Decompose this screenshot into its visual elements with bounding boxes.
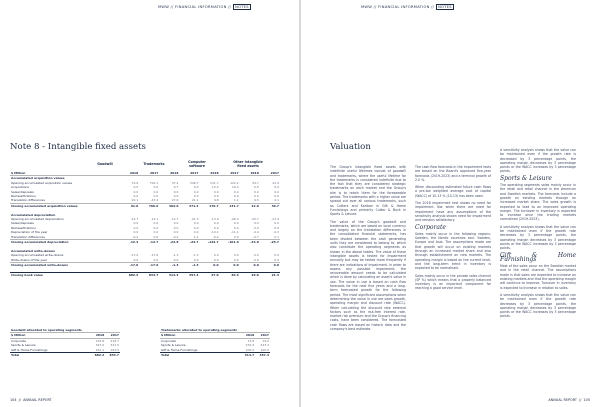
- cell-value: 702.1: [149, 180, 159, 185]
- cell-value: 1.1: [179, 235, 199, 240]
- row-label: Opening accumulated acquisition values: [11, 180, 73, 185]
- header-year: 2017: [139, 171, 159, 176]
- cell-value: 19.4: [232, 185, 239, 190]
- cell-value: 0.0: [213, 221, 219, 226]
- cell-value: 0.0: [254, 189, 259, 194]
- cell-value: 0.0: [173, 230, 179, 235]
- row-label: Opening accumulated depreciation: [11, 217, 64, 222]
- intangible-assets-table: [10, 171, 280, 277]
- cell-value: 21.3: [260, 272, 280, 277]
- cell-value: 0.0: [153, 185, 159, 190]
- cell-value: 14.0: [262, 338, 269, 343]
- cell-value: 0.0: [254, 225, 259, 230]
- cell-value: 0.0: [233, 263, 239, 268]
- row-label: Translation differences: [10, 235, 119, 240]
- cell-value: 0.0: [179, 258, 199, 263]
- left-page: [0, 0, 299, 407]
- cell-value: 0.0: [173, 221, 179, 226]
- row-label: Corporate: [161, 338, 176, 343]
- cell-value: 0.0: [254, 185, 259, 190]
- cell-value: 0.0: [173, 225, 179, 230]
- cell-value: -1.3: [172, 253, 179, 258]
- row-label: Translation differences: [10, 198, 119, 203]
- cell-value: -17.0: [130, 253, 139, 258]
- cell-value: 0.0: [193, 185, 199, 190]
- header-year: 2017: [105, 333, 120, 338]
- header-year: 2017: [179, 171, 199, 176]
- cell-value: 21.1: [179, 198, 199, 203]
- paragraph: A sensitivity analysis shows that the value can be maintained even if the growth rate is decreased by 3 percentage points, the operating margin decreases by 3 percentage points or the WACC increases by 3 percentage points.: [500, 148, 576, 174]
- cell-value: 314.7: [240, 353, 255, 358]
- cell-value: 0.1: [260, 235, 280, 240]
- row-label: Write-downs of the year: [10, 258, 119, 263]
- group-other: Other intangible fixed assets: [233, 160, 263, 168]
- valuation-title: Valuation: [330, 142, 371, 152]
- cell-value: 0.0: [133, 189, 139, 194]
- cell-value: 20.1: [119, 198, 139, 203]
- cell-value: 30.3: [220, 272, 240, 277]
- cell-value: 0.0: [153, 221, 159, 226]
- cell-value: 13.8: [247, 338, 255, 343]
- cell-value: 0.0: [274, 189, 279, 194]
- cell-value: 243.3: [260, 343, 269, 348]
- cell-value: 0.0: [274, 221, 279, 226]
- cell-value: 0.0: [133, 221, 139, 226]
- cell-value: -25.7: [270, 240, 279, 245]
- cell-value: -24.0: [250, 240, 259, 245]
- cell-value: 4.1: [260, 198, 280, 203]
- cell-value: 0.0: [139, 258, 159, 263]
- row-label: Depreciation of the year: [11, 230, 48, 235]
- row-label: Total: [10, 353, 90, 358]
- cell-value: 270.9: [245, 343, 255, 348]
- row-label: Closing accumulated depreciation: [11, 240, 69, 245]
- header-label: $ Million: [10, 333, 90, 338]
- cell-value: 706.6: [148, 203, 159, 208]
- cell-value: -21.4: [271, 217, 279, 222]
- cell-value: -11.1: [230, 230, 239, 235]
- cell-value: 12.2: [211, 185, 219, 190]
- cell-value: 0.4: [233, 189, 239, 194]
- cell-value: 0.0: [153, 230, 159, 235]
- header-year: 2018: [119, 171, 139, 176]
- paragraph: Most of the sales occur on the Swedish market and in the retail channel. The assumptions made is that sales are expected to increase on existing markets and that the operating margin will continue to improve. Turnover in inventory is expected to increase in relation to sales.: [500, 264, 576, 290]
- row-label: Total: [160, 353, 240, 358]
- header-year: 2018: [240, 171, 260, 176]
- cell-value: -4.4: [252, 230, 259, 235]
- cell-value: 0.0: [254, 253, 259, 258]
- cell-value: 27.0: [200, 272, 220, 277]
- cell-value: 37.4: [171, 180, 179, 185]
- cell-value: 100.0: [245, 347, 255, 352]
- footer-right: ANNUAL REPORT // 105: [548, 398, 590, 402]
- cell-value: -17.0: [129, 263, 139, 268]
- trademarks-allocation-table: [160, 328, 270, 357]
- cell-value: -0.2: [159, 235, 179, 240]
- paragraph: A sensitivity analysis shows that the value can be maintained even if the growth rate decreases by 3 percentage points, the operating margin decreases by 3 percentage points or the WACC increases by 3 percentage points.: [500, 292, 576, 319]
- cell-value: -0.7: [240, 235, 260, 240]
- note-title: Note 8 - Intangible fixed assets: [10, 142, 146, 152]
- cell-value: 357.4: [179, 272, 199, 277]
- cell-value: 70.6: [131, 180, 139, 185]
- heading-gift: Gift & Home Furnishings: [500, 251, 576, 263]
- cell-value: -10.1: [210, 230, 219, 235]
- footer-left-label: ANNUAL REPORT: [23, 398, 52, 402]
- cell-value: 0.0: [240, 258, 260, 263]
- cell-value: 0.0: [213, 263, 219, 268]
- cell-value: 0.0: [213, 194, 219, 199]
- cell-value: 170.7: [209, 203, 219, 208]
- cell-value: -25.7: [251, 217, 259, 222]
- cell-value: 0.0: [133, 194, 139, 199]
- row-label: Sales/disposals: [11, 221, 34, 226]
- paragraph: Sales mainly occur in the private sales channel (SP %) which means that a properly balanced inventory is an important component for reaching a good service level.: [415, 273, 491, 291]
- cell-value: 0.0: [274, 225, 279, 230]
- cell-value: 0.0: [153, 225, 159, 230]
- cell-value: -17.6: [150, 253, 159, 258]
- table-row: [10, 272, 280, 277]
- cell-value: 0.0: [193, 221, 199, 226]
- row-label: Accumulated acquisition values: [11, 176, 65, 181]
- cell-value: 0.0: [274, 253, 279, 258]
- cell-value: -22.7: [189, 240, 199, 245]
- header-nav: MWW // FINANCIAL INFORMATION //: [158, 5, 232, 9]
- header-label: $ Million: [10, 171, 119, 176]
- cell-value: -12.7: [130, 217, 139, 222]
- cell-value: 0.0: [193, 189, 199, 194]
- cell-value: 0.0: [220, 258, 240, 263]
- row-label: Closing book value: [10, 272, 119, 277]
- cell-value: 0.9: [220, 235, 240, 240]
- cell-value: 0.0: [119, 258, 139, 263]
- row-label: Corporate: [11, 338, 26, 343]
- cell-value: 0.0: [133, 185, 139, 190]
- cell-value: 131.7: [210, 180, 219, 185]
- cell-value: 163.9: [110, 347, 119, 352]
- cell-value: 347.0: [95, 343, 105, 348]
- row-label: Sports & Leisure: [161, 343, 186, 348]
- cell-value: -101.9: [227, 240, 239, 245]
- cell-value: 29.6: [240, 272, 260, 277]
- header-nav: MWW // FINANCIAL INFORMATION //: [361, 5, 435, 9]
- row-label: Opening accumulated write-downs: [11, 253, 64, 258]
- page-number-right: 105: [583, 398, 590, 402]
- cell-value: -1.3: [191, 263, 199, 268]
- text-column-2: [415, 165, 491, 294]
- paragraph: The operating segments sales mainly occur in the retail and retail channel in the American and Swedish markets. The forecasts include a growth on existing markets through an increased market share. The sales growth is expected to lead to an improved operating margin. The turnover in inventory is expected to increase once the trading markets normalised (2019-2023).: [500, 183, 576, 222]
- row-label: Acquisitions: [11, 185, 29, 190]
- cell-value: -22.8: [169, 240, 179, 245]
- heading-sports: Sports & Leisure: [500, 174, 552, 182]
- cell-value: -12.7: [170, 217, 179, 222]
- cell-value: 41.9: [272, 180, 279, 185]
- row-label: Sales/disposals: [11, 189, 34, 194]
- cell-value: 341.5: [110, 343, 119, 348]
- paragraph: Sales mainly occur in the following regions: Sweden, the Nordic countries excl. Sweden, Europe and Asia. The assumptions made are that growth will occur on existing markets through an increased market share and also through establishment on new markets. The operating margin is based on the current level, and the long-term trend in inventory is expected to be normalised.: [415, 231, 491, 271]
- cell-value: 314.4: [159, 272, 179, 277]
- group-trademarks: Trademarks: [143, 162, 165, 166]
- table-title: Trademarks allocated to operating segments: [160, 328, 270, 333]
- paragraph: The Group's intangible fixed assets with indefinite useful lifetimes consist of goodwill and trademarks, where the useful lifetime for the trademarks is considered indefinite due to the fact that they are considered strategic trademarks on each market and the Group's aim is to retain them for the foreseeable period. The trademarks with a higher value are spread out over all various trademarks, such as Cutters and Kariban in Gift & Home Furnishings and primarily Cutter & Buck in Sports & Leisure.: [330, 165, 406, 217]
- cell-value: 34.7: [252, 180, 259, 185]
- cell-value: -12.7: [149, 240, 159, 245]
- cell-value: -4.3: [273, 230, 279, 235]
- cell-value: -12.4: [129, 240, 139, 245]
- paragraph: The value of the Group's goodwill and trademarks, which are based on local currency and largely on the translation differences in the consolidated financial statements, has been divided between the cash generating units they are considered to belong to, which also constitute the operating segments as shown in the above tables. The value of these intangible assets is tested for impairment annually but may be tested more frequently if there are indications of impairment. In order to assess any possible impairment, the recoverable amount needs to be calculated which is done by calculating an asset's value in use. The value in use is based on cash flow forecasts for the next five years and a long-term forecasted growth for the following period. The most significant assumptions when determining the value in use are sales growth, operating margin and discount rate (WACC). When calculating the discount rate external factors such as the risk-free interest rate, market risk premium and the Group's financing costs, have been considered. The forecasted cash flows are based on historic data and the company's best estimate.: [330, 219, 406, 331]
- cell-value: 0.0: [133, 230, 139, 235]
- cell-value: 0.0: [193, 194, 199, 199]
- cell-value: 1.1: [220, 198, 240, 203]
- table-row: [160, 353, 270, 358]
- footer-right-label: ANNUAL REPORT: [548, 398, 577, 402]
- cell-value: 0.0: [153, 194, 159, 199]
- row-label: Closing accumulated write-downs: [11, 263, 69, 268]
- cell-value: -17.6: [149, 263, 159, 268]
- page-number-left: 104: [10, 398, 17, 402]
- cell-value: 0.0: [153, 189, 159, 194]
- footer-left: 104 // ANNUAL REPORT: [10, 398, 52, 402]
- cell-value: 0.0: [193, 230, 199, 235]
- cell-value: 0.0: [254, 221, 259, 226]
- cell-value: 0.0: [253, 263, 259, 268]
- cell-value: -0.2: [119, 235, 139, 240]
- cell-value: 122.2: [230, 180, 239, 185]
- paragraph: The 2018 impairment test shows no need for impairment. Nor when there are need for impairment have any assumptions of the sensitivity analysis shown need for impairment and remains satisfactory.: [415, 201, 491, 223]
- cell-value: 0.6: [139, 235, 159, 240]
- cell-value: 0.0: [233, 194, 239, 199]
- cell-value: -12.1: [150, 217, 159, 222]
- header-year: 2017: [255, 333, 270, 338]
- cell-value: 0.0: [254, 194, 259, 199]
- cell-value: -122.7: [207, 240, 219, 245]
- cell-value: -0.4: [200, 235, 220, 240]
- cell-value: 0.0: [213, 189, 219, 194]
- running-header-right: [361, 5, 454, 9]
- table-row: [10, 353, 120, 358]
- cell-value: -13.9: [210, 217, 219, 222]
- header-section: NOTES: [235, 5, 249, 9]
- heading-corporate: Corporate: [415, 223, 446, 231]
- cell-value: 100.0: [260, 347, 269, 352]
- cell-value: 834.7: [139, 272, 159, 277]
- cell-value: 357.4: [255, 353, 270, 358]
- cell-value: 4.5: [240, 198, 260, 203]
- row-label: Sports & Leisure: [11, 343, 36, 348]
- cell-value: 0.0: [233, 221, 239, 226]
- cell-value: 0.0: [133, 225, 139, 230]
- paragraph: The cash flow forecasts in the impairment tests are based on the Board's approved five-year forecasts (2019-2023) and a terminal growth of 2.0 %.: [415, 165, 491, 182]
- paragraph: When discounting estimated future cash flows a pre-tax weighted average cost of capital (WACC) of 10-13 % (10-13) has been used.: [415, 185, 491, 198]
- paragraph: A sensitivity analysis shows that the value can be maintained even if the growth rate decreases by 3 percentage points, the operating margin decreases by 3 percentage points or the WACC increases by 3 percentage points.: [500, 224, 576, 251]
- row-label: Gift & Home Furnishings: [11, 347, 48, 352]
- cell-value: 0.0: [274, 194, 279, 199]
- text-column-1: [330, 165, 406, 334]
- cell-value: 131.7: [229, 203, 239, 208]
- cell-value: 0.0: [173, 194, 179, 199]
- right-page: [301, 0, 600, 407]
- cell-value: 0.0: [173, 189, 179, 194]
- header-year: 2017: [260, 171, 280, 176]
- cell-value: 371.4: [189, 203, 199, 208]
- cell-value: -21.3: [190, 217, 199, 222]
- cell-value: 346.7: [189, 180, 199, 185]
- cell-value: 834.7: [105, 353, 120, 358]
- cell-value: 218.7: [110, 338, 119, 343]
- header-year: 2018: [200, 171, 220, 176]
- cell-value: 232.8: [95, 338, 105, 343]
- cell-value: 0.0: [260, 258, 280, 263]
- header-label: $ Million: [160, 333, 240, 338]
- row-label: Closing accumulated acquisition values: [11, 203, 78, 208]
- row-label: Gift & Home Furnishings: [161, 347, 198, 352]
- cell-value: 0.0: [159, 258, 179, 263]
- group-software: Computer software: [188, 160, 206, 168]
- table-title: Goodwill allocated to operating segments: [10, 328, 120, 333]
- running-header-left: [158, 5, 251, 9]
- row-label: Reclassifications: [11, 194, 36, 199]
- cell-value: 0.0: [274, 185, 279, 190]
- cell-value: -1.3: [171, 263, 179, 268]
- cell-value: 27.6: [159, 198, 179, 203]
- cell-value: 0.0: [233, 253, 239, 258]
- cell-value: 0.7: [173, 185, 179, 190]
- cell-value: 42.0: [251, 203, 259, 208]
- cell-value: 0.0: [193, 225, 199, 230]
- cell-value: 0.0: [233, 225, 239, 230]
- cell-value: -47.4: [139, 198, 159, 203]
- cell-value: 0.0: [273, 263, 279, 268]
- row-label: Reclassifications: [11, 225, 36, 230]
- header-section: NOTES: [438, 5, 452, 9]
- header-year: 2018: [240, 333, 255, 338]
- cell-value: 36.7: [271, 203, 279, 208]
- cell-value: 0.0: [213, 253, 219, 258]
- cell-value: 882.2: [119, 272, 139, 277]
- header-year: 2018: [159, 171, 179, 176]
- cell-value: 0.0: [213, 225, 219, 230]
- goodwill-allocation-table: [10, 328, 120, 357]
- cell-value: -96.4: [230, 217, 239, 222]
- group-goodwill: Goodwill: [97, 162, 113, 166]
- cell-value: 882.2: [90, 353, 105, 358]
- header-year: 2017: [220, 171, 240, 176]
- cell-value: 161.1: [95, 347, 105, 352]
- row-label: Accumulated write-downs: [11, 248, 55, 253]
- text-column-3: [500, 148, 576, 322]
- cell-value: 402.0: [168, 203, 179, 208]
- cell-value: 0.0: [200, 258, 220, 263]
- cell-value: 4.8: [200, 198, 220, 203]
- cell-value: 91.0: [130, 203, 139, 208]
- cell-value: -1.3: [192, 253, 199, 258]
- header-year: 2018: [90, 333, 105, 338]
- row-label: Accumulated depreciation: [11, 212, 56, 217]
